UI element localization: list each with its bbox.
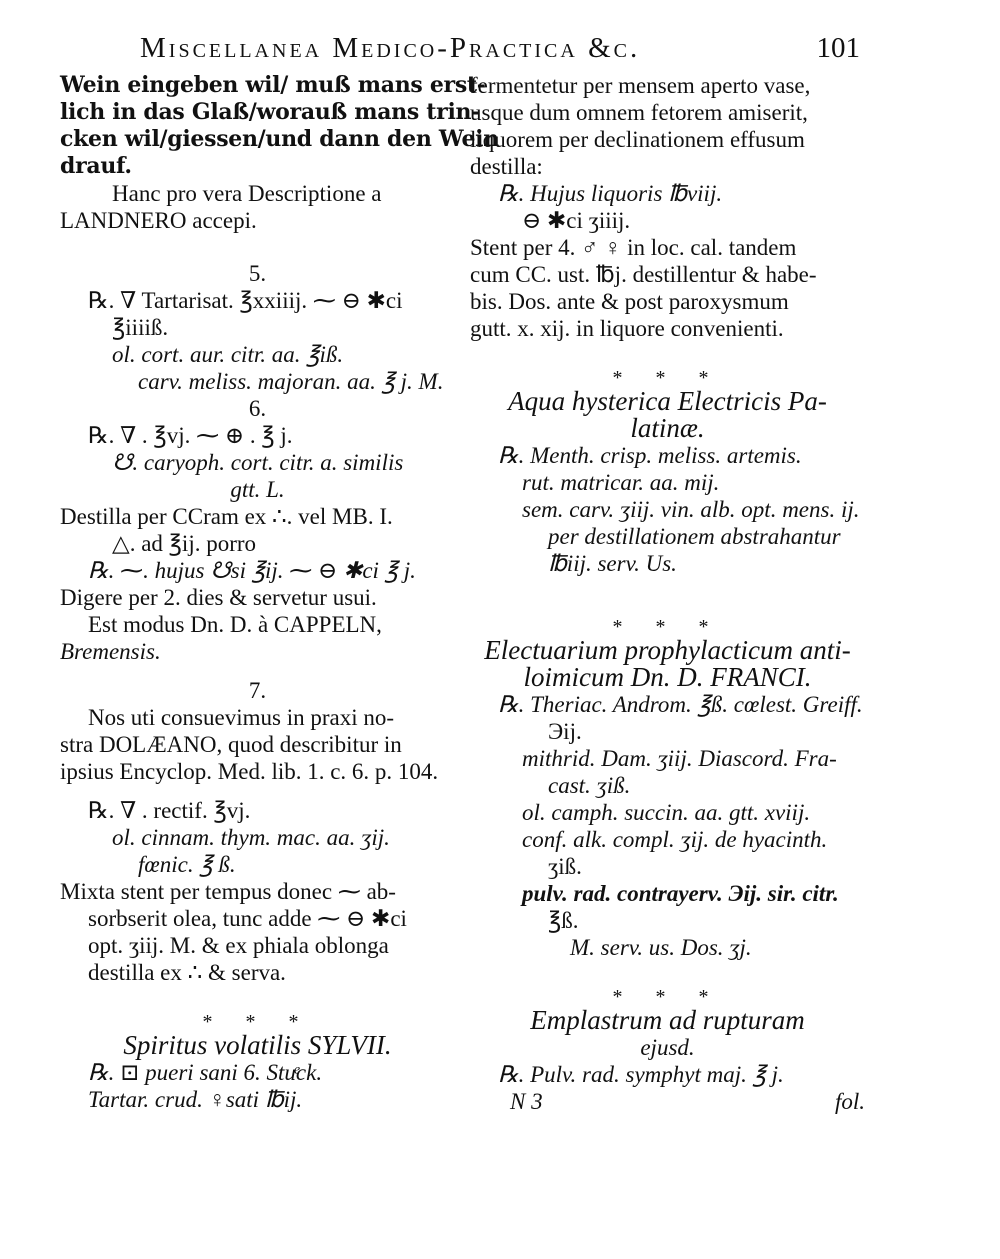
running-header bbox=[140, 32, 860, 72]
recipe-line: ℞. ⁓. hujus ☋si ℥ij. ⁓ ⊖ ✱ci ℥ j. bbox=[88, 558, 416, 583]
text-line: sorbserit olea, tunc adde ⁓ ⊖ ✱ci bbox=[88, 906, 407, 931]
text-line: gutt. x. xij. in liquore convenienti. bbox=[470, 316, 784, 341]
recipe-line: ℞. ∇ . rectif. ℥vj. bbox=[88, 798, 251, 823]
text-line: usque dum omnem fetorem amiserit, bbox=[470, 100, 808, 125]
recipe-line: Tartar. crud. ♀sati ℔ij. bbox=[88, 1087, 303, 1112]
catchword: fol. bbox=[834, 1089, 865, 1114]
text-line: fermentetur per mensem aperto vase, bbox=[470, 73, 811, 98]
recipe-line: ol. camph. succin. aa. gtt. xviij. bbox=[522, 800, 811, 825]
right-column bbox=[470, 72, 865, 1115]
recipe-line: cast. ʒiß. bbox=[548, 773, 631, 798]
german-paragraph bbox=[60, 72, 499, 180]
text-line: lich in das Glaß/worauß mans trin- bbox=[60, 99, 481, 125]
text-line: destilla: bbox=[470, 154, 543, 179]
section-heading: Spiritus volatilis SYLVII. bbox=[123, 1030, 392, 1060]
recipe-line: mithrid. Dam. ʒiij. Diascord. Fra- bbox=[522, 746, 837, 771]
section-heading: Emplastrum ad rupturam bbox=[530, 1005, 805, 1035]
recipe-line: per destillationem abstrahantur bbox=[548, 524, 841, 549]
recipe-number: 7. bbox=[248, 678, 267, 703]
text-line: destilla ex ∴ & serva. bbox=[88, 960, 286, 985]
text-line: ipsius Encyclop. Med. lib. 1. c. 6. p. 104. bbox=[60, 759, 439, 784]
recipe-line: ℞. Theriac. Androm. ℥ß. cœlest. Greiff. bbox=[498, 692, 863, 717]
text-line: △. ad ℥ij. porro bbox=[112, 531, 257, 556]
left-column bbox=[60, 72, 499, 1113]
recipe-line: fœnic. ℥ ß. bbox=[138, 852, 236, 877]
recipe-line: ʒiß. bbox=[548, 854, 582, 879]
text-line: Stent per 4. ♂ ♀ in loc. cal. tandem bbox=[470, 235, 797, 260]
text-line: Est modus Dn. D. à CAPPELN, bbox=[88, 612, 382, 637]
recipe-line: conf. alk. compl. ʒij. de hyacinth. bbox=[522, 827, 828, 852]
signature-mark: N 3 bbox=[510, 1089, 543, 1114]
section-heading: loimicum Dn. D. FRANCI. bbox=[523, 662, 812, 692]
recipe-line: Эij. bbox=[548, 719, 582, 744]
text-line: cken wil/giessen/und dann den Wein bbox=[60, 126, 499, 152]
text-line: Destilla per CCram ex ∴. vel MB. I. bbox=[60, 504, 393, 529]
recipe-line: ℥iiiiß. bbox=[112, 315, 169, 340]
asterism: * * * bbox=[612, 367, 723, 389]
text-line: Wein eingeben wil/ muß mans erst- bbox=[60, 72, 486, 98]
recipe-line: ℔iij. serv. Us. bbox=[548, 551, 677, 576]
recipe-line: sem. carv. ʒiij. vin. alb. opt. mens. ij. bbox=[522, 497, 860, 522]
section-heading: latinæ. bbox=[630, 413, 705, 443]
recipe-line: carv. meliss. majoran. aa. ℥ j. M. bbox=[138, 369, 444, 394]
text-line: liquorem per declinationem effusum bbox=[470, 127, 805, 152]
recipe-line: ℞. ⊡ pueri sani 6. Stuͤck. bbox=[88, 1060, 323, 1085]
recipe-line: ℞. Hujus liquoris ℔viij. bbox=[498, 181, 723, 206]
text-line: bis. Dos. ante & post paroxysmum bbox=[470, 289, 789, 314]
recipe-line: ⊖ ✱ci ʒiiij. bbox=[522, 208, 631, 233]
recipe-line: ℞. ∇ . ℥vj. ⁓ ⊕ . ℥ j. bbox=[88, 423, 293, 448]
text-line: drauf. bbox=[60, 153, 132, 179]
asterism: * * * bbox=[202, 1011, 313, 1033]
recipe-line: ☋. caryoph. cort. citr. a. similis bbox=[112, 450, 404, 475]
asterism: * * * bbox=[612, 616, 723, 638]
text-line: Mixta stent per tempus donec ⁓ ab- bbox=[60, 879, 396, 904]
recipe-line: pulv. rad. contrayerv. Эij. sir. citr. bbox=[522, 881, 839, 906]
text-line: stra DOLÆANO, quod describitur in bbox=[60, 732, 402, 757]
text-line: Nos uti consuevimus in praxi no- bbox=[88, 705, 394, 730]
recipe-line: ol. cinnam. thym. mac. aa. ʒij. bbox=[112, 825, 390, 850]
recipe-line: ℞. Menth. crisp. meliss. artemis. bbox=[498, 443, 802, 468]
text-line: Digere per 2. dies & servetur usui. bbox=[60, 585, 377, 610]
text-line: cum CC. ust. ℔j. destillentur & habe- bbox=[470, 262, 817, 287]
section-heading: Aqua hysterica Electricis Pa- bbox=[508, 386, 827, 416]
recipe-number: 5. bbox=[248, 261, 267, 286]
text-line: LANDNERO accepi. bbox=[60, 208, 257, 233]
page-number: 101 bbox=[816, 32, 860, 64]
recipe-number: 6. bbox=[248, 396, 267, 421]
recipe-line: ol. cort. aur. citr. aa. ℥iß. bbox=[112, 342, 344, 367]
asterism: * * * bbox=[612, 986, 723, 1008]
recipe-line: gtt. L. bbox=[230, 477, 285, 502]
section-heading: Electuarium prophylacticum anti- bbox=[484, 635, 851, 665]
recipe-line: M. serv. us. Dos. ʒj. bbox=[570, 935, 752, 960]
recipe-line: ℞. Pulv. rad. symphyt maj. ℥ j. bbox=[498, 1062, 784, 1087]
section-heading: ejusd. bbox=[640, 1035, 695, 1060]
recipe-line: ℥ß. bbox=[548, 908, 579, 933]
page-footer bbox=[470, 1088, 865, 1115]
recipe-line: ℞. ∇ Tartarisat. ℥xxiiij. ⁓ ⊖ ✱ci bbox=[88, 288, 403, 313]
text-line: Bremensis. bbox=[60, 639, 161, 664]
running-title: Miscellanea Medico-Practica &c. bbox=[140, 32, 641, 64]
text-line: opt. ʒiij. M. & ex phiala oblonga bbox=[88, 933, 389, 958]
text-line: Hanc pro vera Descriptione a bbox=[112, 181, 382, 206]
recipe-line: rut. matricar. aa. mij. bbox=[522, 470, 720, 495]
